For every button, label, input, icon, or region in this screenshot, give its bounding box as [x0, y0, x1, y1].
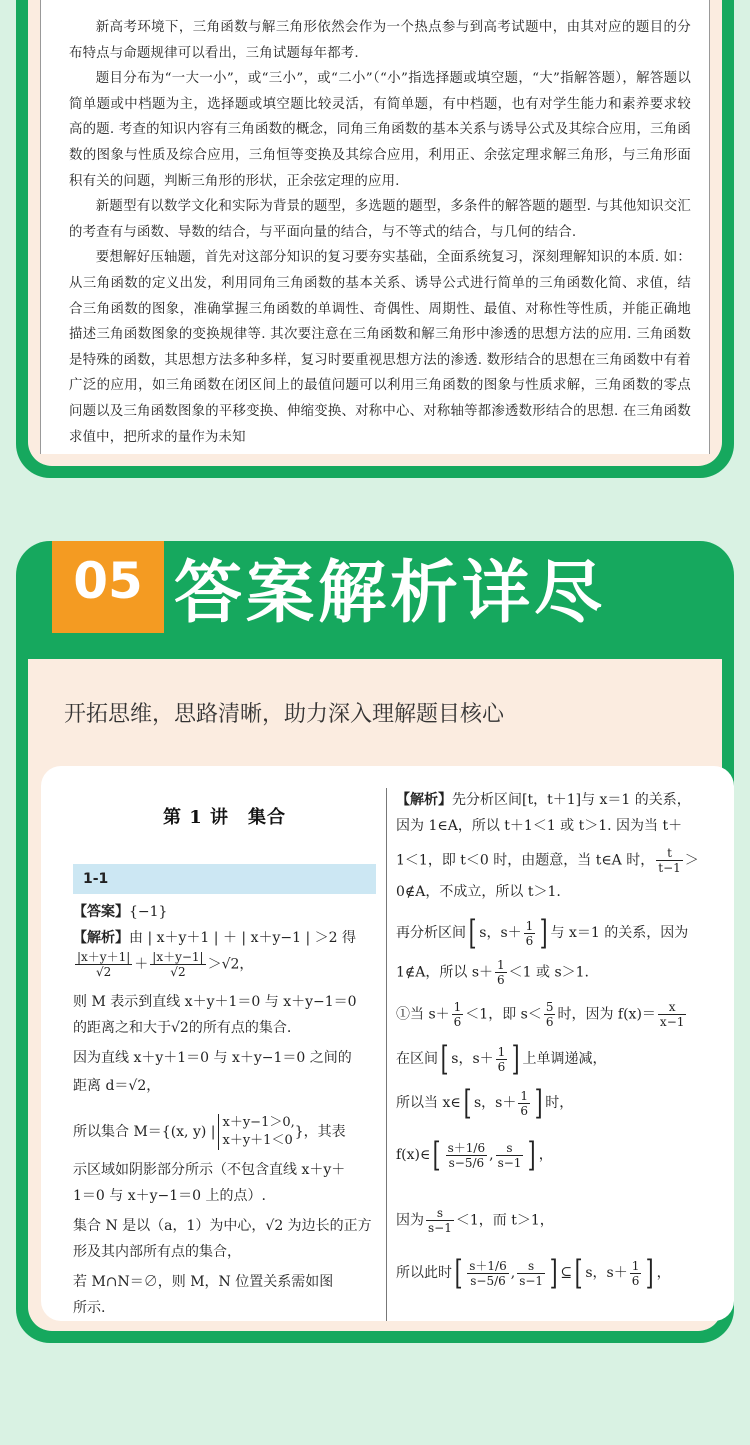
bracket-close-5: ] [549, 1253, 558, 1293]
intro-card-body [28, 0, 722, 466]
right-line-8 [396, 1039, 607, 1079]
sample-page-excerpt [40, 0, 710, 454]
one-sixth-den: 6 [525, 933, 534, 948]
paragraph-2: 题目分布为“一大一小”，或“三小”，或“二小”（“小”指选择题或填空题，“大”指解答题），解答题以简单题或中档题为主，选择题或填空题比较灵活，有简单题，有中档题，也有对学生能力和素养要求较高的题. 考查的知识内容有三角函数的概念，同角三角函数的基本关系与诱导公式及其综合应用，三角函数的图象与性质及综合应用，三角恒等变换及其综合应用，利用正、余弦定理求解三角形，与三角形面积有关的问题，判断三角形的形状，正余弦定理的应用. [69, 71, 691, 189]
fraction-r12b-num: s [517, 1259, 545, 1274]
answer-tag: 【答案】 [73, 904, 129, 920]
fraction-r7b [544, 1000, 556, 1029]
paragraph-4: 要想解好压轴题，首先对这部分知识的复习要夯实基础，全面系统复习，深刻理解知识的本质. 如：从三角函数的定义出发，利用同角三角函数的基本关系、诱导公式进行简单的三角函数化简、求值，结合三角函数的图象，准确掌握三角函数的单调性、奇偶性、周期性、最值、对称性等性质，并能正确地描述三角函数图象的变换规律等. 其次要注意在三角函数和解三角形中渗透的思想方法的应用. 三角函数是特殊的函数，其思想方法多种多样，复习时要重视思想方法的渗透. 数形结合的思想在三角函数中有着广泛的应用，如三角函数在闭区间上的最值问题可以利用三角函数的图象与性质求解，三角函数的零点问题以及三角函数图象的平移变换、伸缩变换、对称中心、对称轴等都渗透数形结合的思想. 在三角函数求值中，把所求的量作为未知 [69, 250, 691, 445]
bracket-close: ] [539, 913, 548, 953]
bracket-open: [ [468, 913, 477, 953]
fraction-r10b-den: s−1 [497, 1155, 522, 1170]
fraction-r3-den: t−1 [658, 861, 681, 875]
text-r8-pre: 在区间 [396, 1051, 438, 1067]
text-r1: 先分析区间[t，t＋1]与 x＝1 的关系， [452, 792, 691, 808]
fraction-r11-den: s−1 [428, 1221, 452, 1235]
bracket-open-3: [ [463, 1083, 472, 1123]
text-r8-post: 上单调递减， [522, 1051, 607, 1067]
left-column [73, 766, 376, 1321]
text-r5-post: 与 x＝1 的关系，因为 [550, 925, 689, 941]
feature-header [16, 541, 734, 659]
paragraph-1: 新高考环境下，三角函数与解三角形依然会作为一个热点参与到高考试题中，由其对应的题目的分布特点与命题规律可以看出，三角试题每年都考. [69, 20, 691, 61]
text-r6-pre: 1∉A，所以 s＋ [396, 964, 494, 981]
fraction-r11 [426, 1206, 454, 1235]
right-line-3 [396, 846, 699, 875]
inequality-tail: ＞√2， [207, 956, 254, 973]
text-r3-tail: ＞ [684, 852, 699, 869]
text-r7-post: 时，因为 f(x)＝ [557, 1006, 656, 1023]
fraction-r7a-den: 6 [453, 1015, 462, 1029]
fraction-r10a-den: s−5/6 [448, 1155, 485, 1170]
fraction-r3-num: t [656, 846, 683, 861]
bracket-close-2: ] [511, 1039, 520, 1079]
text-r5-pre: 再分析区间 [396, 925, 466, 941]
column-divider [386, 788, 387, 1321]
text-r12-post: s，s＋ [585, 1265, 628, 1281]
text-r2: 因为 1∈A，所以 t＋1＜1 或 t＞1. 因为当 t＋ [396, 818, 683, 834]
text-l3: 则 M 表示到直线 x＋y＋1＝0 与 x＋y−1＝0 [73, 994, 357, 1010]
feature-card [16, 541, 734, 1343]
right-line-12: 所以此时[ $\frac{s+1/6}{s-5/6}$ , $\frac{s}{s-1}$ ] ⊆[ s，s＋ $\frac{1}{6}$ ] ， [396, 1253, 671, 1293]
fraction-r6-num: 1 [497, 958, 505, 972]
text-l4: 的距离之和大于√2的所有点的集合. [73, 1020, 292, 1036]
fraction-r10a-num: s＋1/6 [447, 1140, 486, 1155]
fraction-r7b-num: 5 [545, 1000, 554, 1014]
text-l9: 1＝0 与 x＋y−1＝0 上的点）. [73, 1188, 266, 1204]
fraction-r12b [517, 1259, 545, 1288]
fraction-r6-den: 6 [497, 973, 505, 987]
text-r11-post: ＜1，而 t＞1， [455, 1212, 554, 1229]
right-column [396, 766, 718, 1321]
text-r12-pre: 所以此时 [396, 1265, 452, 1281]
answer-sheet [41, 766, 734, 1321]
text-r9-post: 时， [545, 1095, 574, 1111]
one-sixth-num: 1 [525, 918, 534, 933]
feature-body [28, 659, 722, 1331]
text-r3: 1＜1，即 t＜0 时，由题意，当 t∈A 时， [396, 852, 655, 869]
set-prefix: 所以集合 M＝ [73, 1124, 162, 1140]
fraction-2-num: |x＋y−1| [152, 950, 204, 964]
feature-title: 答案解析详尽 [174, 554, 607, 633]
fraction-r12a-num: s＋1/6 [469, 1258, 507, 1273]
right-line-9 [396, 1083, 574, 1123]
fraction-r8 [496, 1045, 508, 1074]
bracket-open-5: [ [454, 1253, 463, 1293]
fraction-r10a [446, 1141, 487, 1170]
fraction-1 [75, 950, 132, 979]
text-r11-pre: 因为 [396, 1212, 424, 1229]
fraction-1-num: |x＋y＋1| [77, 950, 131, 964]
fraction-1-den: √2 [96, 965, 112, 979]
right-line-1 [396, 788, 691, 812]
paragraph-3: 新题型有以数学文化和实际为背景的题型，多选题的题型，多条件的解答题的题型. 与其他知识交汇的考查有与函数、导数的结合，与平面向量的结合，与不等式的结合，与几何的结合. [69, 199, 691, 240]
fraction-r7a [452, 1000, 464, 1029]
answer-value: {−1} [129, 904, 168, 920]
text-l5: 因为直线 x＋y＋1＝0 与 x＋y−1＝0 之间的 [73, 1050, 352, 1066]
text-r10-pre: f(x)∈ [396, 1147, 431, 1163]
text-r4: 0∉A，不成立，所以 t＞1. [396, 884, 561, 900]
bracket-close-4: ] [528, 1135, 537, 1175]
fraction-r7b-den: 6 [545, 1015, 554, 1029]
fraction-r9 [518, 1089, 530, 1118]
fraction-r12c [630, 1259, 642, 1288]
fraction-r8-den: 6 [497, 1059, 506, 1074]
bracket-open-2: [ [440, 1039, 449, 1079]
case-2: x＋y＋1＜0 [222, 1133, 293, 1148]
text-l8: 示区域如阴影部分所示（不包含直线 x＋y＋ [73, 1162, 346, 1178]
fraction-r3 [656, 846, 683, 875]
right-line-5 [396, 913, 689, 953]
right-line-10: f(x)∈[ $\frac{s+1/6}{s-5/6}$ , $\frac{s}{s-1}$ ] ， [396, 1135, 553, 1175]
page-fade [41, 444, 709, 454]
bracket-close-6: ] [645, 1253, 654, 1293]
bracket-open-4: [ [433, 1135, 441, 1175]
set-brace-open: {(x, y) | [161, 1124, 216, 1140]
bracket-open-6: [ [574, 1253, 583, 1293]
section-label: 1-1 [73, 864, 376, 894]
fraction-r7a-num: 1 [453, 1000, 462, 1014]
right-line-6 [396, 958, 589, 987]
case-1: x＋y−1＞0, [222, 1115, 295, 1130]
fraction-r8-num: 1 [497, 1044, 506, 1059]
text-l6: 距离 d＝√2， [73, 1078, 161, 1094]
right-line-7 [396, 1000, 688, 1029]
analysis-line-2 [73, 950, 253, 979]
right-line-11 [396, 1206, 554, 1235]
subset-sign: ⊆ [560, 1265, 573, 1281]
feature-subtitle: 开拓思维，思路清晰，助力深入理解题目核心 [64, 702, 505, 727]
fraction-r12c-num: 1 [631, 1258, 640, 1273]
text-l11: 形及其内部所有点的集合， [73, 1244, 241, 1260]
fraction-r10b [496, 1141, 524, 1170]
fraction-r9-num: 1 [520, 1088, 528, 1103]
text-l10: 集合 N 是以（a，1）为中心，√2 为边长的正方 [73, 1218, 372, 1234]
fraction-2-den: √2 [170, 965, 186, 979]
fraction-r12b-den: s−1 [519, 1273, 544, 1288]
text-r7-pre: ①当 s＋ [396, 1006, 450, 1023]
text-r6-post: ＜1 或 s＞1. [508, 964, 590, 981]
set-suffix: }，其表 [294, 1124, 346, 1140]
fraction-r12c-den: 6 [631, 1273, 640, 1288]
fraction-fx-num: x [658, 1000, 686, 1015]
text-l1: 由 | x＋y＋1 | ＋ | x＋y−1 | ＞2 得 [129, 930, 356, 946]
fraction-2 [150, 950, 205, 979]
bracket-close-3: ] [534, 1083, 543, 1123]
set-definition [73, 1114, 346, 1150]
fraction-r11-num: s [426, 1206, 454, 1221]
answer-line [73, 900, 167, 924]
text-r9-pre: 所以当 x∈ [396, 1095, 461, 1111]
interval-text: s，s＋ [479, 925, 522, 941]
intro-card [16, 0, 734, 478]
text-l12: 若 M∩N＝∅，则 M，N 位置关系需如图 [73, 1274, 334, 1290]
interval-text-2: s，s＋ [451, 1051, 494, 1067]
text-r7-mid: ＜1，即 s＜ [465, 1006, 542, 1023]
text-l13: 所示. [73, 1300, 106, 1316]
fraction-fx-den: x−1 [659, 1015, 685, 1029]
fraction-r9-den: 6 [520, 1103, 528, 1118]
right-analysis-tag: 【解析】 [396, 792, 452, 808]
interval-text-3: s，s＋ [473, 1095, 517, 1111]
fraction-fx [658, 1000, 686, 1029]
fraction-r12a-den: s−5/6 [470, 1273, 506, 1288]
feature-number-badge: 05 [52, 541, 164, 633]
analysis-tag: 【解析】 [73, 930, 129, 946]
fraction-r10b-num: s [496, 1141, 524, 1156]
lecture-title: 第 1 讲 集合 [162, 807, 287, 828]
fraction-r6 [495, 958, 507, 987]
case-conditions [218, 1114, 295, 1150]
fraction-r12a [467, 1259, 508, 1288]
plus-sign: ＋ [134, 956, 149, 973]
fraction-one-sixth [524, 919, 536, 948]
analysis-line-1 [73, 926, 356, 950]
